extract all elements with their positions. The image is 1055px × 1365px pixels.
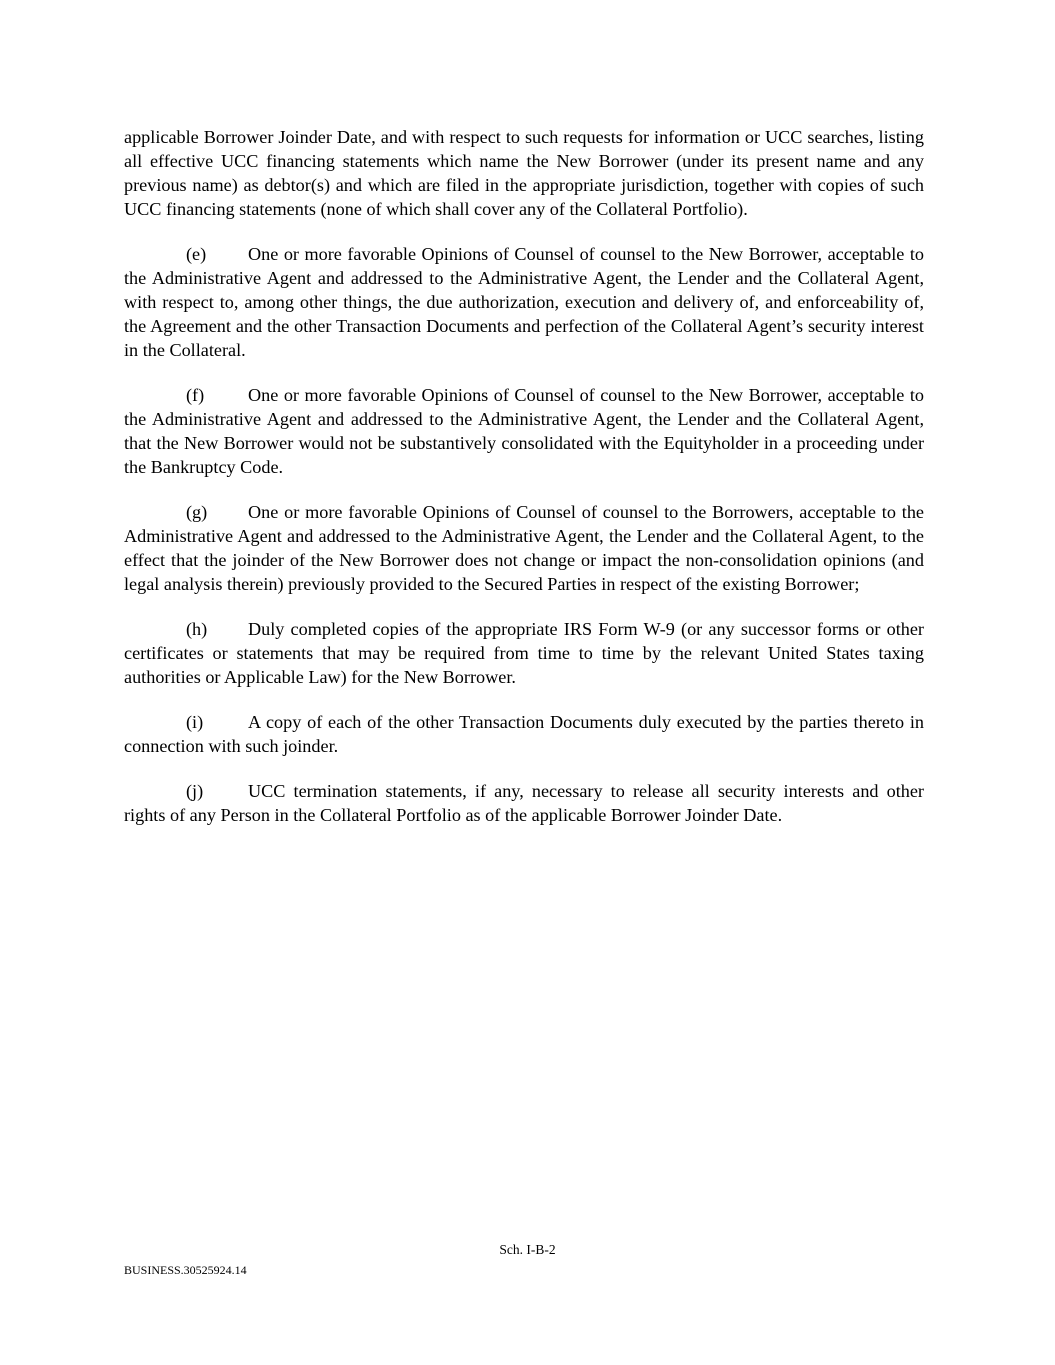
item-i-paragraph: [124, 710, 924, 758]
item-text: One or more favorable Opinions of Counsel of counsel to the Borrowers, acceptable to the Administrative Agent and addressed to the Administrative Agent, the Lender and the Collateral Agent, to the effect that the joinder of the New Borrower does not change or impact the non-consolidation opinions (and legal analysis therein) previously provided to the Secured Parties in respect of the existing Borrower;: [124, 502, 924, 594]
item-text: Duly completed copies of the appropriate IRS Form W-9 (or any successor forms or other certificates or statements that may be required from time to time by the relevant United States taxing authorities or Applicable Law) for the New Borrower.: [124, 619, 924, 687]
item-text: UCC termination statements, if any, necessary to release all security interests and other rights of any Person in the Collateral Portfolio as of the applicable Borrower Joinder Date.: [124, 781, 924, 825]
item-marker: (j): [186, 781, 204, 801]
item-g-paragraph: [124, 500, 924, 596]
item-text: One or more favorable Opinions of Counsel of counsel to the New Borrower, acceptable to the Administrative Agent and addressed to the Administrative Agent, the Lender and the Collateral Agent, with respect to, among other things, the due authorization, execution and delivery of, and enforceability of, the Agreement and the other Transaction Documents and perfection of the Collateral Agent’s security interest in the Collateral.: [124, 244, 924, 360]
item-marker: (i): [186, 712, 204, 732]
item-e-paragraph: [124, 242, 924, 362]
continuation-paragraph: applicable Borrower Joinder Date, and with respect to such requests for information or UCC searches, listing all effective UCC financing statements which name the New Borrower (under its present name and any previous name) as debtor(s) and which are filed in the appropriate jurisdiction, together with copies of such UCC financing statements (none of which shall cover any of the Collateral Portfolio).: [124, 127, 924, 219]
item-j-paragraph: [124, 779, 924, 827]
item-f-paragraph: [124, 383, 924, 479]
item-marker: (e): [186, 244, 207, 264]
item-text: A copy of each of the other Transaction Documents duly executed by the parties thereto in connection with such joinder.: [124, 712, 924, 756]
item-h-paragraph: [124, 617, 924, 689]
document-body: [124, 125, 924, 848]
item-marker: (h): [186, 619, 208, 639]
item-marker: (g): [186, 502, 208, 522]
document-id: BUSINESS.30525924.14: [124, 1263, 247, 1277]
page-number: Sch. I-B-2: [499, 1242, 556, 1257]
item-text: One or more favorable Opinions of Counsel of counsel to the New Borrower, acceptable to the Administrative Agent and addressed to the Administrative Agent, the Lender and the Collateral Agent, that the New Borrower would not be substantively consolidated with the Equityholder in a proceeding under the Bankruptcy Code.: [124, 385, 924, 477]
item-marker: (f): [186, 385, 205, 405]
